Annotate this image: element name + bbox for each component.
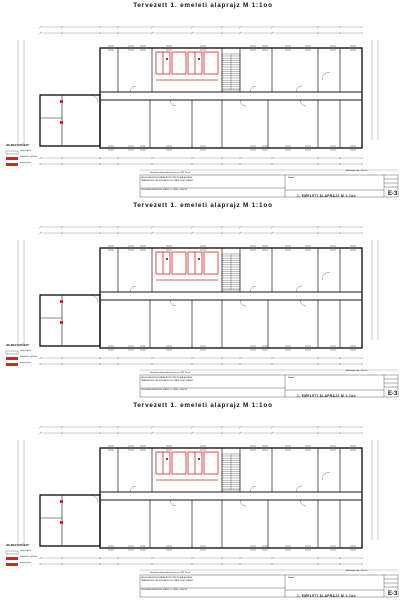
legend-item-label: meglévő falazat <box>20 351 32 352</box>
drawing-sheet-1 <box>0 0 406 200</box>
staircase <box>222 454 240 490</box>
ceiling-height-label: Belmagasság: 3,6o m <box>346 170 368 172</box>
project-line: JAVASLATKÉSZÍTÉS MŰSZAKI ÉS KÖLTSÉGI LEHETŐSÉGEK <box>141 180 193 182</box>
legend-heading: JELMAGYARÁZAT: <box>6 544 30 547</box>
sheet-scale-label: 1. EMELETI ALAPRAJZ M 1:1oo <box>297 194 356 198</box>
drawing-number: E-3 <box>388 591 398 597</box>
legend-swatches <box>6 151 18 166</box>
staircase <box>222 254 240 290</box>
designer-heading: Tervező: <box>288 178 295 179</box>
drawing-number: E-3 <box>388 391 398 397</box>
project-address: 8749 BALATONFENYVES SZEKELY U. HRSZ.: 1068 /18 <box>141 389 187 391</box>
door-swings <box>90 72 330 106</box>
walls <box>40 48 362 148</box>
door-swings <box>90 472 330 506</box>
drawing-sheet-2 <box>0 200 406 400</box>
legend-item-label: tervezett falazat <box>20 363 32 364</box>
project-line: JAVASLATKÉSZÍTÉS MŰSZAKI ÉS KÖLTSÉGI LEHETŐSÉGEK <box>141 580 193 582</box>
legend-item-label: tervezett falazat <box>20 563 32 564</box>
legend-item-label: bontandó fal / nyílászáró <box>20 157 38 158</box>
project-address: 8749 BALATONFENYVES SZEKELY U. HRSZ.: 1068 /18 <box>141 589 187 591</box>
walls <box>40 248 362 348</box>
project-line: BELSŐ KIALAKÍTÁS SZABAS EPÜLET BELSŐ ÁTALAKÍTÁSA <box>141 577 192 579</box>
designer-heading: Tervező: <box>288 578 295 579</box>
project-line: BELSŐ KIALAKÍTÁS SZABAS EPÜLET BELSŐ ÁTALAKÍTÁSA <box>141 177 192 179</box>
new-walls-red <box>156 52 218 80</box>
sheet-scale-label: 1. EMELETI ALAPRAJZ M 1:1oo <box>297 394 356 398</box>
ceiling-height-label: Belmagasság: 3,6o m <box>346 370 368 372</box>
staircase <box>222 54 240 90</box>
walls <box>40 448 362 548</box>
project-line: JAVASLATKÉSZÍTÉS MŰSZAKI ÉS KÖLTSÉGI LEHETŐSÉGEK <box>141 380 193 382</box>
drawing-sheet-3 <box>0 400 406 600</box>
sheet-scale-label: 1. EMELETI ALAPRAJZ M 1:1oo <box>297 594 356 598</box>
designer-heading: Tervező: <box>288 378 295 379</box>
legend-heading: JELMAGYARÁZAT: <box>6 144 30 147</box>
total-area-label: Hasznos alapterület összesen: 903,19 m² <box>150 572 191 574</box>
legend-item-label: bontandó fal / nyílászáró <box>20 557 38 558</box>
legend-item-label: tervezett falazat <box>20 163 32 164</box>
legend-item-label: bontandó fal / nyílászáró <box>20 357 38 358</box>
legend-swatches <box>6 351 18 366</box>
legend-item-label: meglévő falazat <box>20 551 32 552</box>
drawing-title: Tervezett 1. emeleti alaprajz M 1:1oo <box>133 2 273 9</box>
project-line: BELSŐ KIALAKÍTÁS SZABAS EPÜLET BELSŐ ÁTALAKÍTÁSA <box>141 377 192 379</box>
project-address: 8749 BALATONFENYVES SZEKELY U. HRSZ.: 1068 /18 <box>141 189 187 191</box>
legend-swatches <box>6 551 18 566</box>
drawing-title: Tervezett 1. emeleti alaprajz M 1:1oo <box>133 402 273 409</box>
new-walls-red <box>156 252 218 280</box>
total-area-label: Hasznos alapterület összesen: 903,19 m² <box>150 372 191 374</box>
ceiling-height-label: Belmagasság: 3,6o m <box>346 570 368 572</box>
door-swings <box>90 272 330 306</box>
new-walls-red <box>156 452 218 480</box>
total-area-label: Hasznos alapterület összesen: 903,19 m² <box>150 172 191 174</box>
drawing-title: Tervezett 1. emeleti alaprajz M 1:1oo <box>133 202 273 209</box>
legend-heading: JELMAGYARÁZAT: <box>6 344 30 347</box>
legend-item-label: meglévő falazat <box>20 151 32 152</box>
drawing-number: E-3 <box>388 191 398 197</box>
